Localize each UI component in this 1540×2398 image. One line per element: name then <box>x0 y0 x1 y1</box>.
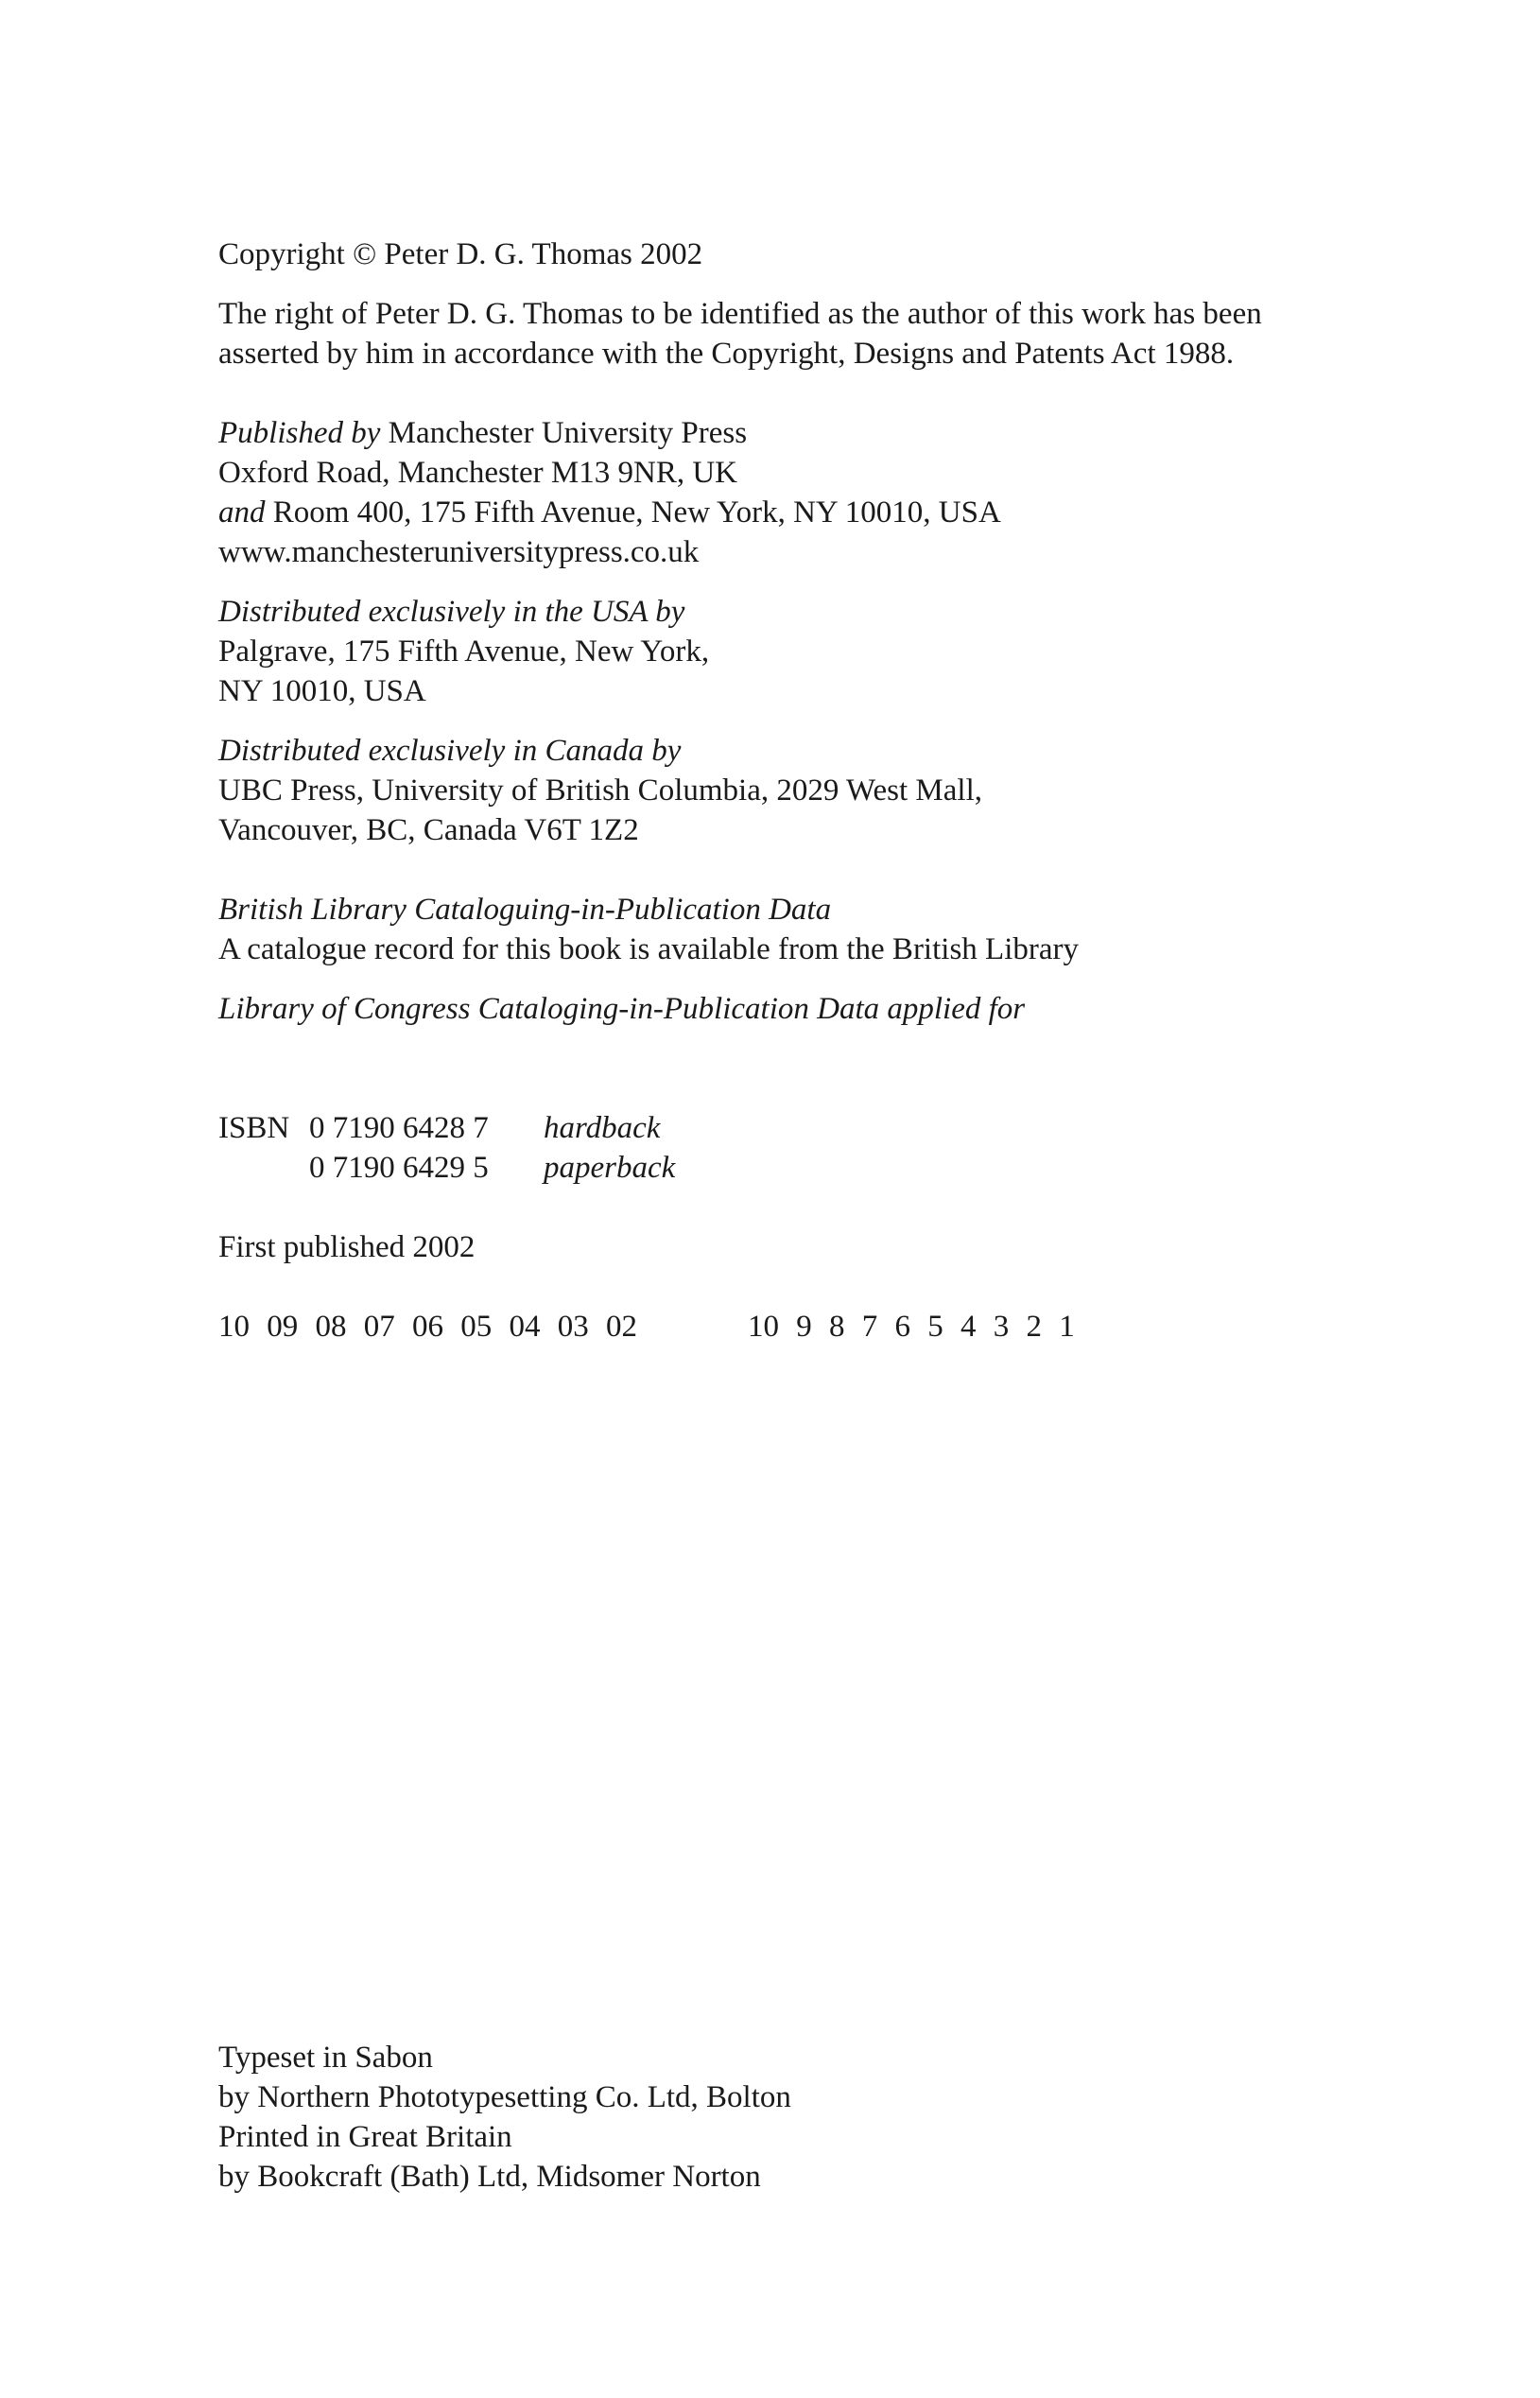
publisher-website: www.manchesteruniversitypress.co.uk <box>218 535 700 569</box>
first-published: First published 2002 <box>218 1230 476 1264</box>
isbn-label: ISBN <box>218 1111 290 1145</box>
british-library-text: A catalogue record for this book is available from the British Library <box>218 932 1079 966</box>
copyright-notice: Copyright © Peter D. G. Thomas 2002 <box>218 237 703 271</box>
and-label: and <box>218 495 266 530</box>
library-of-congress-block <box>218 989 1447 1029</box>
publisher-address-uk: Oxford Road, Manchester M13 9NR, UK <box>218 456 737 490</box>
canada-distribution-line-1: UBC Press, University of British Columbia, 2029 West Mall, <box>218 773 982 808</box>
publisher-line <box>218 413 1447 453</box>
canada-distribution-line-2: Vancouver, BC, Canada V6T 1Z2 <box>218 813 639 847</box>
british-library-block <box>218 890 1447 969</box>
isbn-row-hardback <box>218 1108 1447 1148</box>
publisher-block <box>218 413 1447 572</box>
isbn-row-paperback <box>218 1148 1447 1188</box>
isbn-format: hardback <box>544 1111 661 1145</box>
colophon-line-1: Typeset in Sabon <box>218 2041 433 2075</box>
published-by-label: Published by <box>218 416 381 450</box>
rights-line-2: asserted by him in accordance with the Copyright, Designs and Patents Act 1988. <box>218 337 1235 371</box>
first-published-block <box>218 1227 1447 1267</box>
isbn-number: 0 7190 6429 5 <box>309 1151 489 1185</box>
moral-rights-block <box>218 294 1447 374</box>
colophon-block <box>218 2038 1447 2197</box>
colophon-line-2: by Northern Phototypesetting Co. Ltd, Bolton <box>218 2080 791 2114</box>
publisher-name: Manchester University Press <box>380 416 748 450</box>
usa-distribution-line-2: NY 10010, USA <box>218 674 426 708</box>
canada-distribution-label: Distributed exclusively in Canada by <box>218 734 682 768</box>
isbn-format: paperback <box>544 1151 676 1185</box>
printing-line-block <box>218 1307 1447 1347</box>
publisher-address-us: Room 400, 175 Fifth Avenue, New York, NY 10010, USA <box>265 495 1001 530</box>
library-of-congress-label: Library of Congress Cataloging-in-Publication Data applied for <box>218 992 1026 1026</box>
canada-distribution-block <box>218 731 1447 850</box>
colophon-line-3: Printed in Great Britain <box>218 2120 512 2154</box>
printing-line <box>218 1307 1447 1347</box>
colophon-line-4: by Bookcraft (Bath) Ltd, Midsomer Norton <box>218 2160 761 2194</box>
copyright-notice-block <box>218 235 1447 274</box>
usa-distribution-line-1: Palgrave, 175 Fifth Avenue, New York, <box>218 634 710 669</box>
printing-years: 10 09 08 07 06 05 04 03 02 <box>218 1310 637 1344</box>
british-library-label: British Library Cataloguing-in-Publication Data <box>218 893 832 927</box>
isbn-block <box>218 1108 1447 1188</box>
publisher-address-us-line <box>218 493 1447 532</box>
isbn-number: 0 7190 6428 7 <box>309 1111 489 1145</box>
usa-distribution-block <box>218 592 1447 711</box>
rights-line-1: The right of Peter D. G. Thomas to be identified as the author of this work has been <box>218 297 1262 331</box>
printing-sequence: 10 9 8 7 6 5 4 3 2 1 <box>748 1310 1075 1344</box>
usa-distribution-label: Distributed exclusively in the USA by <box>218 595 685 629</box>
